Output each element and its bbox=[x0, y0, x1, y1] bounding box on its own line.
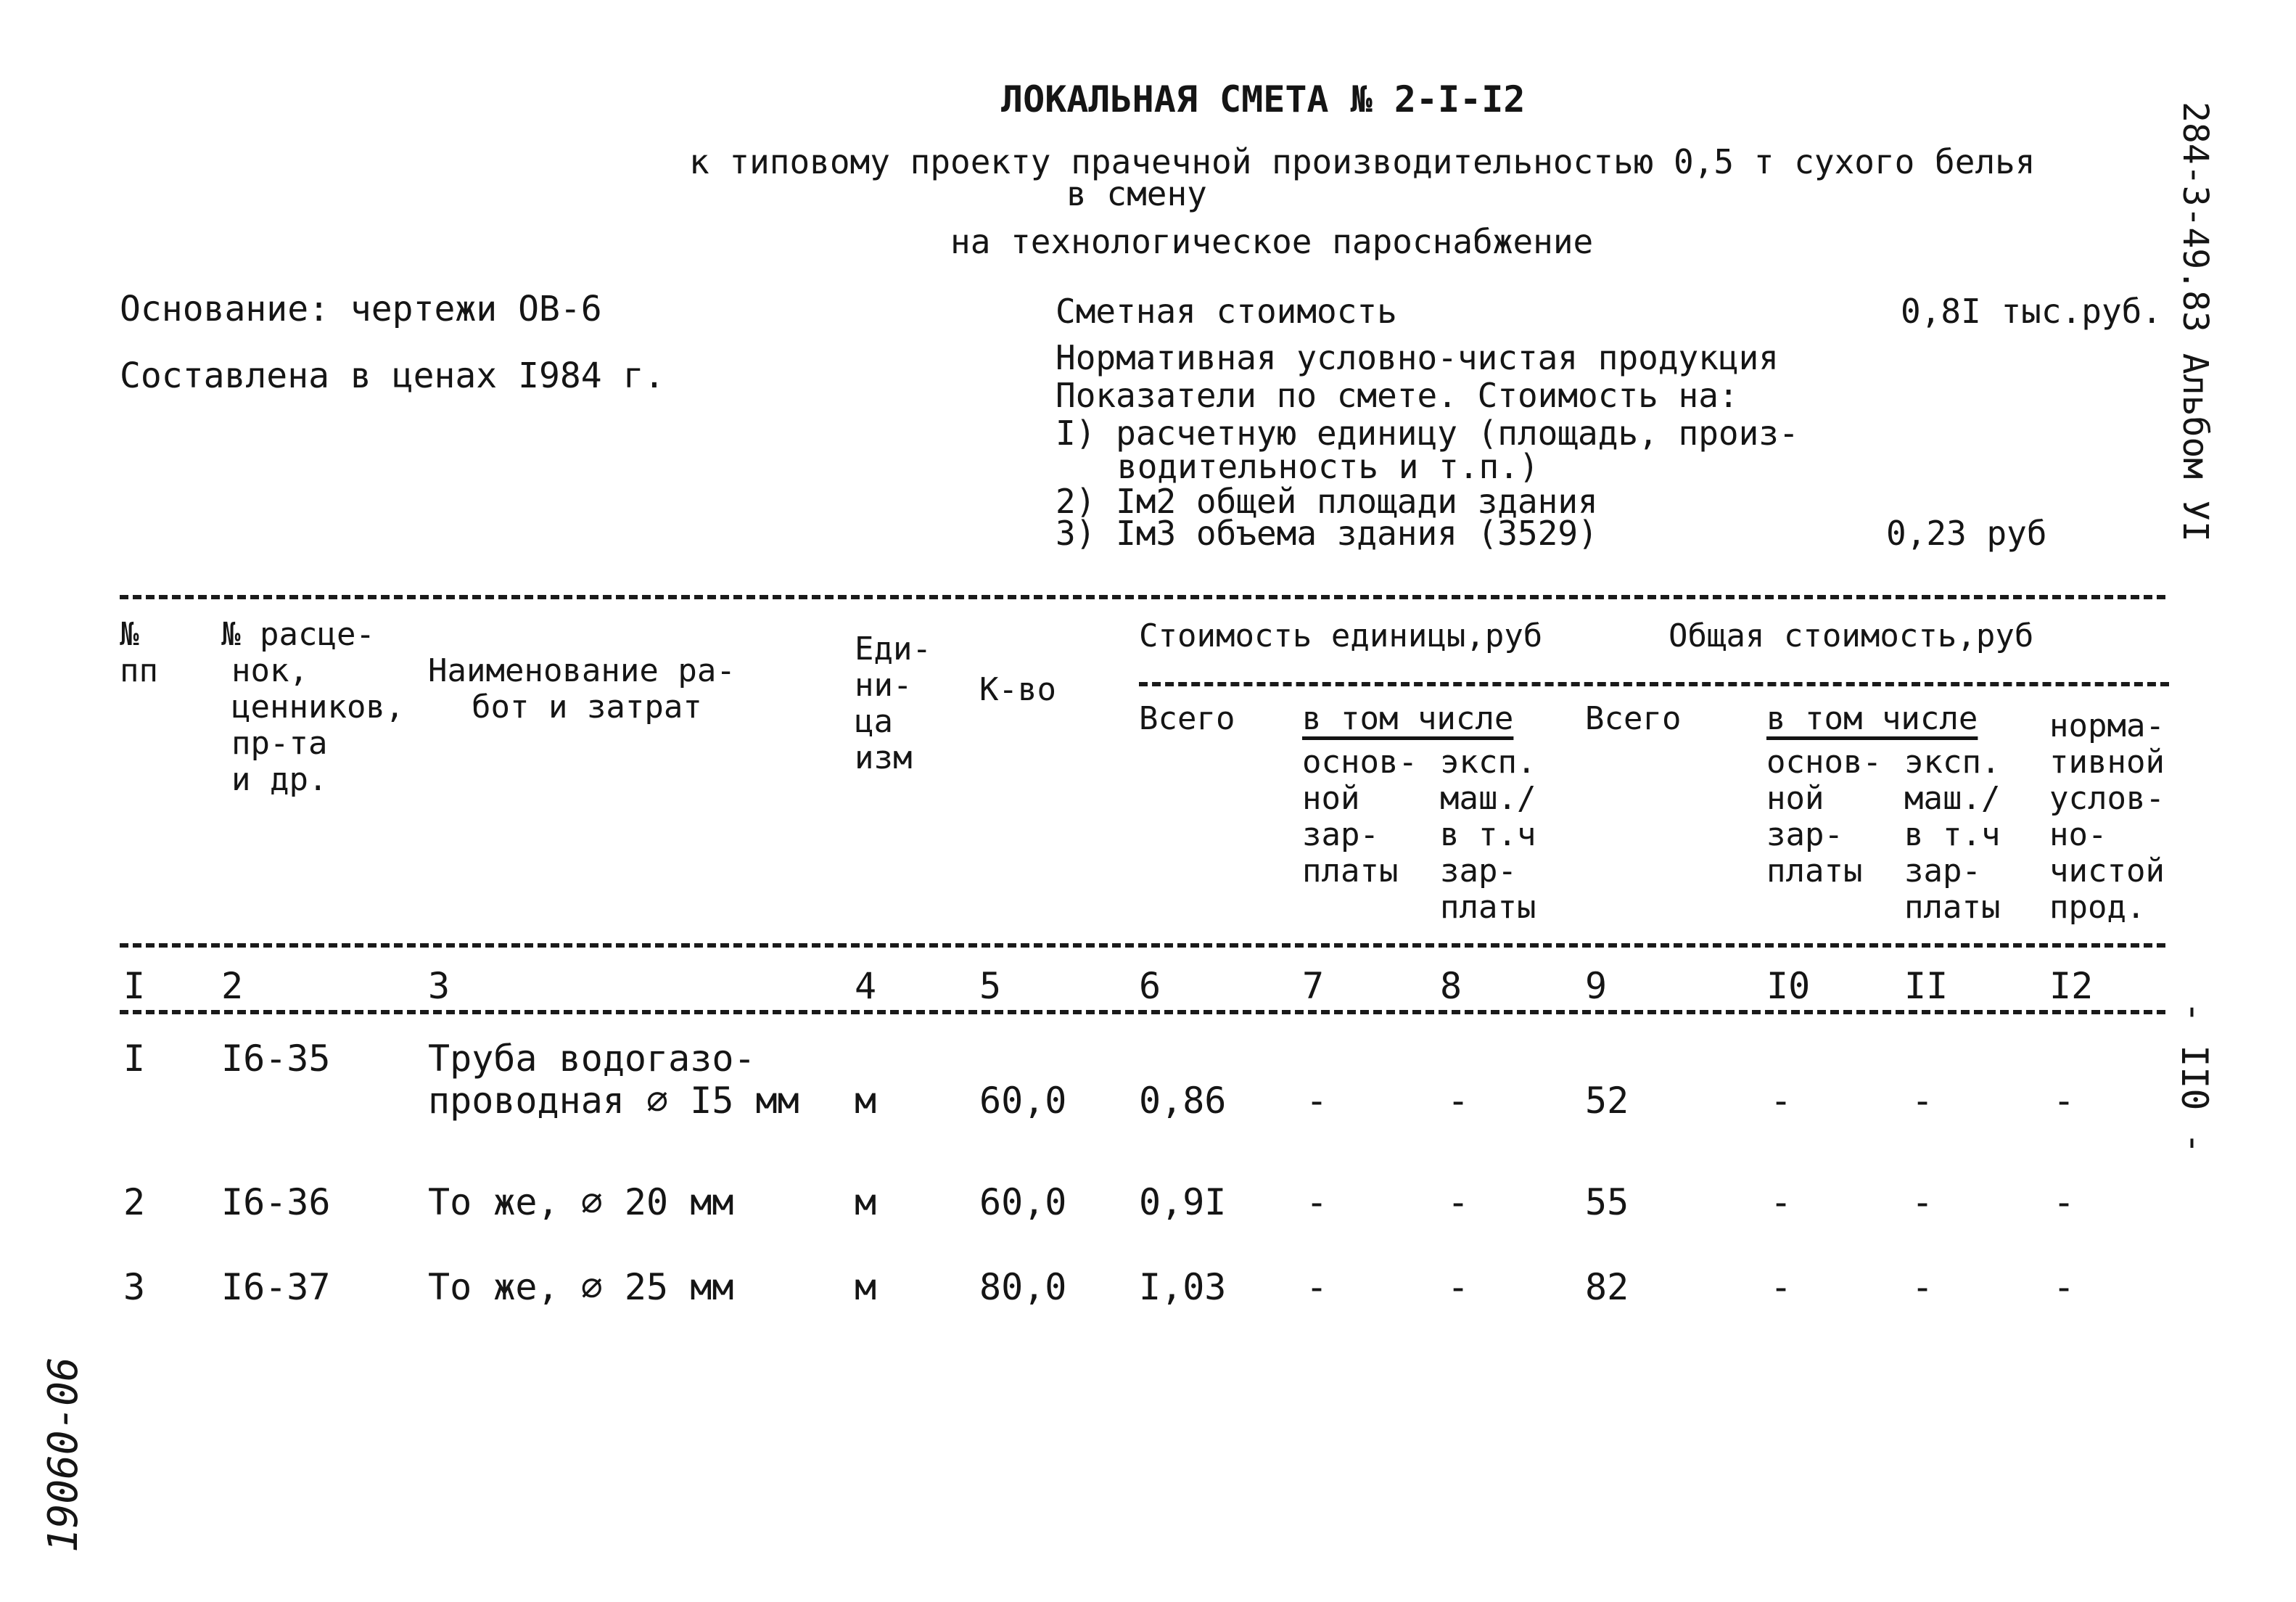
estimate-cost-value: 0,8I тыс.руб. bbox=[1901, 292, 2163, 331]
indicator-3-value: 0,23 руб bbox=[1886, 514, 2047, 553]
row-name: Труба водогазо- bbox=[428, 1038, 756, 1080]
row-qty: 60,0 bbox=[979, 1080, 1067, 1122]
row-qty: 80,0 bbox=[979, 1266, 1067, 1308]
row-name-cont: проводная ∅ I5 мм bbox=[428, 1080, 799, 1122]
column-number: 4 bbox=[855, 965, 877, 1007]
header-col-qty: К-во bbox=[979, 671, 1056, 708]
column-number: 9 bbox=[1585, 965, 1608, 1007]
indicator-1-line1: I) расчетную единицу (площадь, произ- bbox=[1056, 414, 1799, 453]
row-unit: м bbox=[855, 1266, 877, 1308]
row-normative: - bbox=[2053, 1181, 2075, 1223]
header-col-number: № пп bbox=[120, 616, 158, 689]
column-number: I2 bbox=[2049, 965, 2094, 1007]
row-normative: - bbox=[2053, 1266, 2075, 1308]
indicator-1-line2: водительность и т.п.) bbox=[1117, 447, 1539, 486]
row-unit-wage: - bbox=[1306, 1266, 1328, 1308]
column-numbers-rule bbox=[120, 1010, 2165, 1014]
column-number: 2 bbox=[221, 965, 244, 1007]
indicator-3: 3) Iм3 объема здания (3529) bbox=[1056, 514, 1598, 553]
header-col-code: № расце- нок, ценников, пр-та и др. bbox=[221, 616, 405, 798]
row-code: I6-36 bbox=[221, 1181, 331, 1223]
row-total: 82 bbox=[1585, 1266, 1629, 1308]
header-total-cost: Общая стоимость,руб bbox=[1668, 617, 2034, 654]
header-unit-machine: эксп. маш./ в т.ч зар- платы bbox=[1440, 744, 1536, 926]
table-top-rule bbox=[120, 595, 2165, 599]
row-total-machine: - bbox=[1912, 1181, 1934, 1223]
row-total-machine: - bbox=[1912, 1266, 1934, 1308]
header-col-unit: Еди- ни- ца изм bbox=[855, 630, 931, 776]
column-number: II bbox=[1904, 965, 1949, 1007]
header-unit-total: Всего bbox=[1139, 700, 1235, 737]
row-number: 3 bbox=[123, 1266, 146, 1308]
header-unit-cost: Стоимость единицы,руб bbox=[1139, 617, 1543, 654]
header-total-wage: основ- ной зар- платы bbox=[1766, 744, 1882, 890]
row-total: 52 bbox=[1585, 1080, 1629, 1122]
normative-label: Нормативная условно-чистая продукция bbox=[1056, 338, 1779, 377]
header-total-total: Всего bbox=[1585, 700, 1682, 737]
row-unit-machine: - bbox=[1447, 1266, 1470, 1308]
estimate-cost-label: Сметная стоимость bbox=[1056, 292, 1397, 331]
column-number: 3 bbox=[428, 965, 450, 1007]
header-normative: норма- тивной услов- но- чистой прод. bbox=[2049, 707, 2165, 926]
document-title: ЛОКАЛЬНАЯ СМЕТА № 2-I-I2 bbox=[1001, 78, 1526, 120]
document-subtitle-line1: к типовому проекту прачечной производительностью 0,5 т сухого белья bbox=[689, 142, 2036, 181]
row-unit: м bbox=[855, 1080, 877, 1122]
header-col-name: Наименование ра- бот и затрат bbox=[428, 652, 736, 726]
column-number: I0 bbox=[1766, 965, 1811, 1007]
header-total-machine: эксп. маш./ в т.ч зар- платы bbox=[1904, 744, 2001, 926]
column-number: 7 bbox=[1302, 965, 1325, 1007]
row-name: То же, ∅ 25 мм bbox=[428, 1266, 734, 1308]
row-normative: - bbox=[2053, 1080, 2075, 1122]
row-unit-machine: - bbox=[1447, 1080, 1470, 1122]
album-side-label: 284-3-49.83 Альбом УI bbox=[2175, 102, 2215, 542]
row-unit-machine: - bbox=[1447, 1181, 1470, 1223]
row-code: I6-35 bbox=[221, 1038, 331, 1080]
prices-year-text: Составлена в ценах I984 г. bbox=[120, 356, 665, 396]
row-total-machine: - bbox=[1912, 1080, 1934, 1122]
row-qty: 60,0 bbox=[979, 1181, 1067, 1223]
indicator-2: 2) Iм2 общей площади здания bbox=[1056, 482, 1598, 521]
row-unit-wage: - bbox=[1306, 1181, 1328, 1223]
row-code: I6-37 bbox=[221, 1266, 331, 1308]
row-unit-total: I,03 bbox=[1139, 1266, 1227, 1308]
row-total-wage: - bbox=[1770, 1181, 1793, 1223]
column-number: 8 bbox=[1440, 965, 1462, 1007]
row-number: 2 bbox=[123, 1181, 146, 1223]
row-total: 55 bbox=[1585, 1181, 1629, 1223]
indicators-label: Показатели по смете. Стоимость на: bbox=[1056, 376, 1739, 415]
header-bottom-rule bbox=[120, 943, 2165, 948]
header-total-including: в том числе bbox=[1766, 700, 1978, 737]
cost-header-rule bbox=[1139, 682, 2169, 686]
row-number: I bbox=[123, 1038, 146, 1080]
archive-number: 19060-06 bbox=[40, 1357, 87, 1553]
basis-text: Основание: чертежи ОВ-6 bbox=[120, 289, 602, 329]
page-number: - II0 - bbox=[2173, 1001, 2215, 1154]
row-unit-wage: - bbox=[1306, 1080, 1328, 1122]
header-unit-including: в том числе bbox=[1302, 700, 1514, 737]
column-number: I bbox=[123, 965, 146, 1007]
column-number: 6 bbox=[1139, 965, 1161, 1007]
row-unit: м bbox=[855, 1181, 877, 1223]
column-number: 5 bbox=[979, 965, 1002, 1007]
row-unit-total: 0,86 bbox=[1139, 1080, 1227, 1122]
document-subtitle-line2: в смену bbox=[1066, 174, 1207, 213]
row-total-wage: - bbox=[1770, 1080, 1793, 1122]
row-name: То же, ∅ 20 мм bbox=[428, 1181, 734, 1223]
document-subtitle-line3: на технологическое пароснабжение bbox=[950, 222, 1594, 261]
row-total-wage: - bbox=[1770, 1266, 1793, 1308]
row-unit-total: 0,9I bbox=[1139, 1181, 1227, 1223]
header-unit-wage: основ- ной зар- платы bbox=[1302, 744, 1417, 890]
